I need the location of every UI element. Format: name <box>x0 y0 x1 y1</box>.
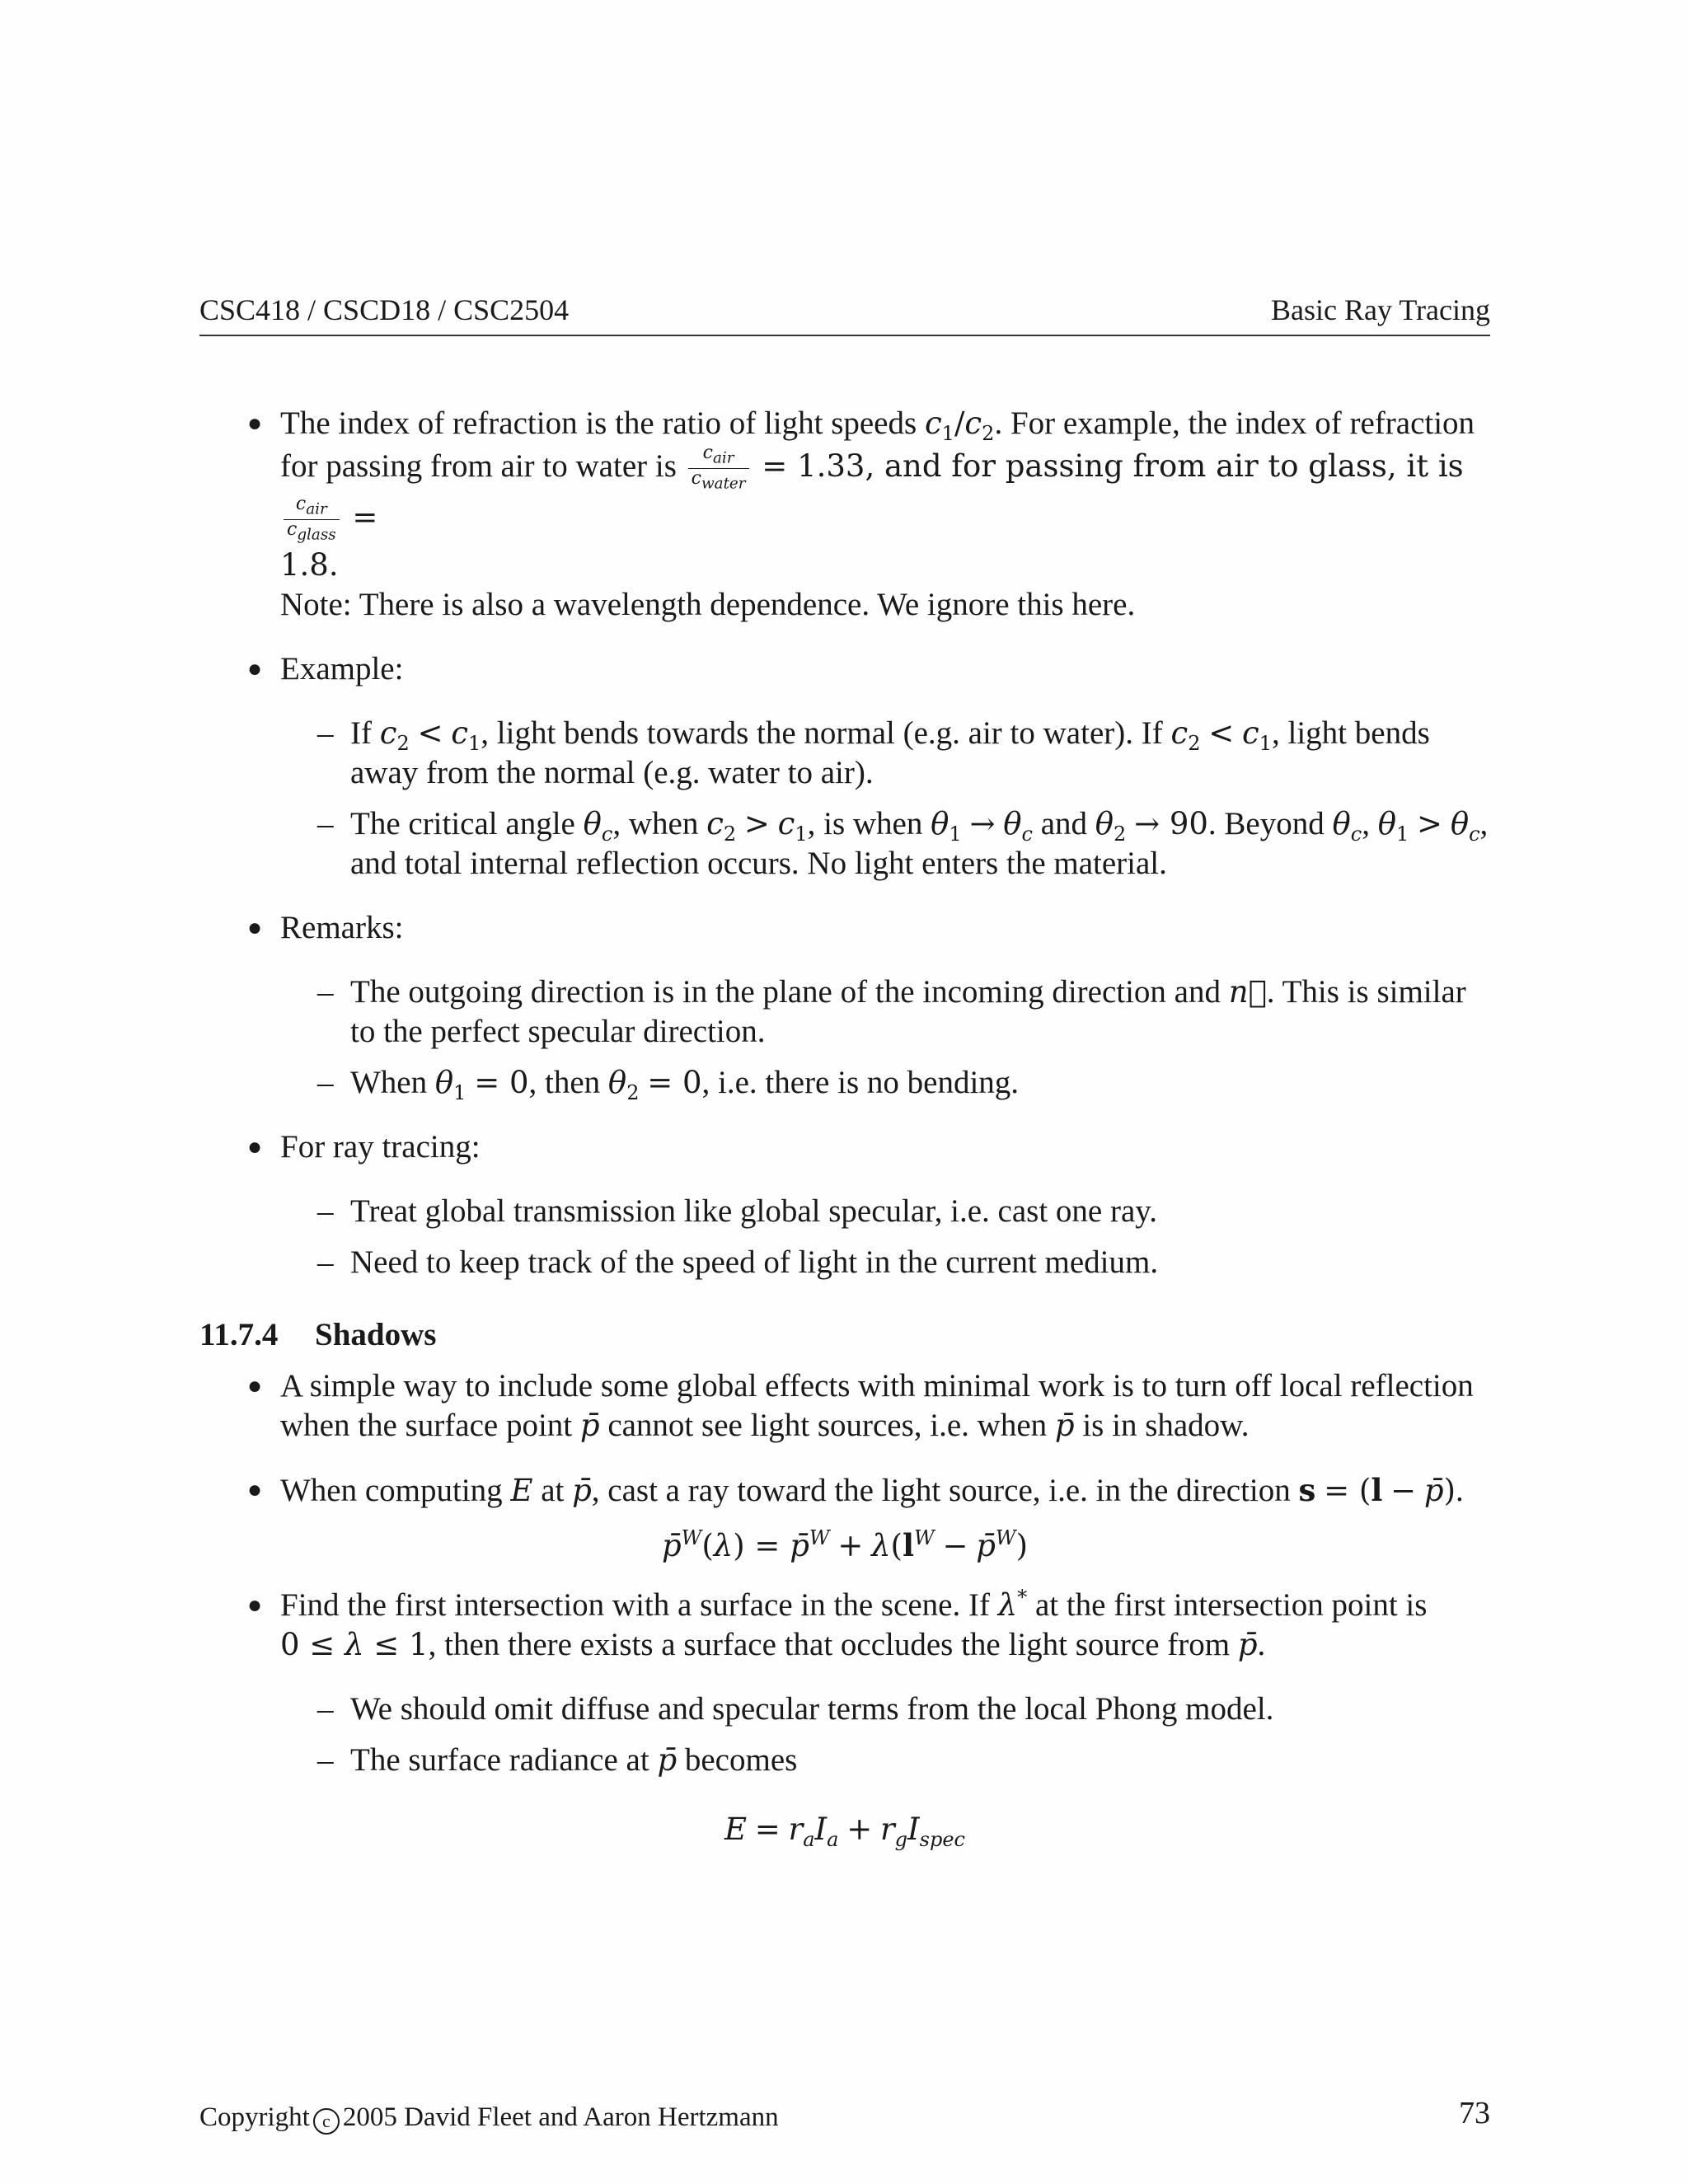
chapter-title: Basic Ray Tracing <box>1271 293 1490 326</box>
section-heading: 11.7.4 Shadows <box>199 1316 437 1352</box>
dash-icon: – <box>317 1690 334 1727</box>
dash-icon: – <box>317 805 334 841</box>
copyright: Copyright c 2005 David Fleet and Aaron Hertzmann <box>199 2097 779 2137</box>
remarks-sub-1: – The outgoing direction is in the plane of the incoming direction and n⃗. This is similar to the perfect specular direction. <box>317 973 1466 1049</box>
dash-icon: – <box>317 1193 334 1229</box>
running-header <box>199 290 1490 331</box>
bullet-icon: ● <box>247 1371 263 1399</box>
shadows-bullet-3: ● Find the first intersection with a surface in the scene. If λ* at the first intersection point is 0 ≤ λ ≤ 1, then there exists a surface that occludes the light source from p̄. <box>247 1585 1428 1662</box>
example-sub-1: – If $c_2 < c_1$, light bends towards the normal (e.g. air to water). If $c_2 < c_1$, light bends away from the normal (e.g. water to air). <box>317 715 1430 790</box>
bullet-icon: ● <box>247 913 263 941</box>
dash-icon: – <box>317 715 334 751</box>
remarks-bullet: ● Remarks: <box>199 908 1490 948</box>
ray-equation: p̄$^W$(λ) = p̄$^W$ + $\lambda(l^W$ − p̄$^W$) <box>661 1526 1029 1563</box>
example-sub-2: – The critical angle $\theta_c$, when $c_2 > c_1$, is when $\theta_1 \to \theta_c$ and $\theta_2 \to 90$. Beyond $\theta_c$, $\theta_1 > \theta_c$, and total internal reflection occurs. No light enters the material. <box>317 805 1489 881</box>
raytracing-bullet: ● For ray tracing: <box>199 1127 1490 1167</box>
main-content <box>199 404 1490 1869</box>
dash-icon: – <box>317 973 334 1010</box>
shadows-bullet-2: ● When computing E at p̄, cast a ray toward the light source, i.e. in the direction s = (l − p̄). <box>247 1471 1464 1508</box>
bullet-icon: ● <box>247 1132 263 1160</box>
dash-icon: – <box>317 1064 334 1100</box>
remarks-sub-2: – When $\theta_1 = 0$, then $\theta_2 = 0$, i.e. there is no bending. <box>317 1064 1020 1104</box>
bullet-icon: ● <box>247 654 263 682</box>
refraction-note: Note: There is also a wavelength dependence. We ignore this here. <box>280 586 1136 622</box>
raytracing-sub-2: – Need to keep track of the speed of light in the current medium. <box>199 1243 1490 1282</box>
shadows-sub-2: – The surface radiance at p̄ becomes <box>199 1741 1490 1780</box>
page-number: 73 <box>1459 2096 1490 2130</box>
fraction-air-water: $\frac{c_{air}}{c_{water}}$ <box>688 443 749 494</box>
header-rule <box>199 335 1490 336</box>
example-bullet: ● Example: <box>199 649 1490 689</box>
dash-icon: – <box>317 1244 334 1280</box>
radiance-equation: $E = r_aI_a + r_gI_{spec}$ <box>724 1811 965 1851</box>
bullet-icon: ● <box>247 1475 263 1503</box>
copyright-icon: c <box>313 2108 340 2135</box>
refraction-bullet: ● The index of refraction is the ratio of light speeds $c_1/c_2$. For example, the index of refraction for passing from air to water is $\frac{c_{air}}{c_{water}}$ = 1.33, and for passing from air to glass, it is $\frac{c_{air}}{c_{glass}}$ = 1.8. Note: There is also a wavelength dependence. We ignore this here. <box>247 405 1475 622</box>
bullet-icon: ● <box>247 1591 263 1619</box>
bullet-icon: ● <box>247 410 263 437</box>
shadows-bullet-1: ● A simple way to include some global effects with minimal work is to turn off local reflection when the surface point p̄ cannot see light sources, i.e. when p̄ is in shadow. <box>247 1367 1474 1443</box>
shadows-sub-1: – We should omit diffuse and specular terms from the local Phong model. <box>199 1690 1490 1729</box>
raytracing-sub-1: – Treat global transmission like global specular, i.e. cast one ray. <box>199 1192 1490 1231</box>
dash-icon: – <box>317 1741 334 1778</box>
fraction-air-glass: $\frac{c_{air}}{c_{glass}}$ <box>284 494 340 546</box>
course-code: CSC418 / CSCD18 / CSC2504 <box>199 293 570 326</box>
